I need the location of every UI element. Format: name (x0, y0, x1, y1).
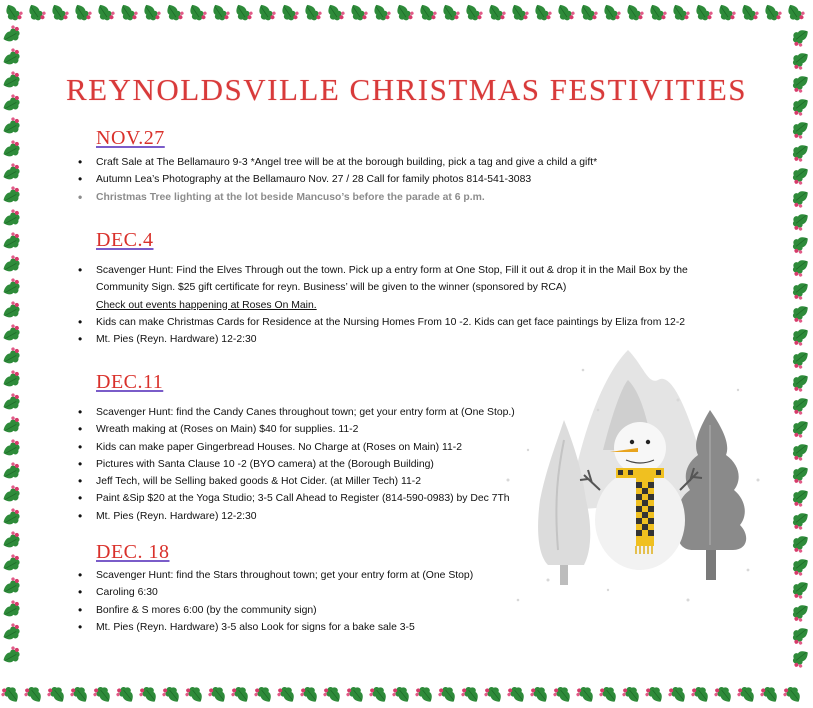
holly-leaf-icon (390, 683, 412, 706)
holly-leaf-icon (574, 683, 596, 706)
holly-leaf-icon (0, 346, 22, 366)
holly-leaf-icon (528, 683, 550, 706)
holly-leaf-icon (0, 47, 22, 67)
holly-leaf-icon (789, 510, 812, 532)
list-item: • Jeff Tech, will be Selling baked goods & Hot Cider. (at Miller Tech) 11-2 (78, 473, 515, 490)
list-item: • Mt. Pies (Reyn. Hardware) 12-2:30 (78, 331, 688, 348)
holly-leaf-icon (578, 1, 599, 24)
holly-leaf-icon (789, 464, 812, 486)
holly-leaf-icon (0, 162, 22, 182)
holly-leaf-icon (252, 683, 274, 706)
holly-leaf-icon (716, 1, 737, 24)
holly-leaf-icon (141, 1, 162, 24)
holly-leaf-icon (789, 211, 812, 233)
holly-leaf-icon (0, 438, 22, 458)
holly-leaf-icon (0, 576, 22, 596)
holly-leaf-icon (68, 683, 90, 706)
holly-leaf-icon (91, 683, 113, 706)
holly-leaf-icon (785, 1, 806, 24)
holly-leaf-icon (0, 461, 22, 481)
holly-leaf-icon (298, 683, 320, 706)
holly-leaf-icon (789, 441, 812, 463)
holly-leaf-icon (0, 507, 22, 527)
holly-leaf-icon (413, 683, 435, 706)
list-item: • Bonfire & S mores 6:00 (by the community sign) (78, 602, 473, 619)
holly-leaf-icon (275, 683, 297, 706)
dec18-list (78, 567, 473, 636)
holly-leaf-icon (758, 683, 780, 706)
holly-leaf-icon (118, 1, 139, 24)
holly-leaf-icon (551, 683, 573, 706)
holly-leaf-icon (256, 1, 277, 24)
holly-leaf-icon (3, 1, 24, 24)
holly-leaf-icon (344, 683, 366, 706)
holly-leaf-icon (279, 1, 300, 24)
list-item: • Scavenger Hunt: find the Candy Canes throughout town; get your entry form at (One Stop.) (78, 404, 515, 421)
list-item: • Mt. Pies (Reyn. Hardware) 12-2:30 (78, 508, 515, 525)
holly-leaf-icon (781, 683, 803, 706)
holly-leaf-icon (789, 303, 812, 325)
holly-leaf-icon (739, 1, 760, 24)
holly-leaf-icon (789, 234, 812, 256)
page-title: REYNOLDSVILLE CHRISTMAS FESTIVITIES (65, 72, 748, 107)
holly-leaf-icon (459, 683, 481, 706)
holly-leaf-icon (789, 418, 812, 440)
holly-leaf-icon (417, 1, 438, 24)
holly-leaf-icon (206, 683, 228, 706)
list-item: • Kids can make Christmas Cards for Residence at the Nursing Homes From 10 -2. Kids can get face paintings by Eliza from 12-2 (78, 314, 688, 331)
holly-leaf-icon (0, 185, 22, 205)
holly-leaf-icon (789, 50, 812, 72)
list-item: • Kids can make paper Gingerbread Houses. No Charge at (Roses on Main) 11-2 (78, 439, 515, 456)
nov27-list (78, 154, 597, 206)
list-item: • Caroling 6:30 (78, 584, 473, 601)
holly-leaf-icon (601, 1, 622, 24)
holly-leaf-icon (789, 533, 812, 555)
holly-leaf-icon (0, 392, 22, 412)
holly-leaf-icon (49, 1, 70, 24)
holly-leaf-icon (647, 1, 668, 24)
holly-leaf-icon (0, 553, 22, 573)
holly-leaf-icon (789, 648, 812, 670)
holly-leaf-icon (624, 1, 645, 24)
list-item-text: Scavenger Hunt: Find the Elves Through out the town. Pick up a entry form at One Stop, Fill it out & drop it in the Mail Box by the (96, 265, 688, 276)
holly-leaf-icon (712, 683, 734, 706)
holly-leaf-icon (486, 1, 507, 24)
holly-leaf-icon (321, 683, 343, 706)
holly-leaf-icon (0, 683, 21, 706)
holly-leaf-icon (789, 326, 812, 348)
holly-leaf-icon (0, 599, 22, 619)
holly-leaf-icon (325, 1, 346, 24)
holly-leaf-icon (0, 300, 22, 320)
roses-on-main-link[interactable]: Check out events happening at Roses On Main. (96, 299, 317, 311)
holly-leaf-icon (505, 683, 527, 706)
holly-leaf-icon (689, 683, 711, 706)
holly-leaf-icon (22, 683, 44, 706)
holly-leaf-icon (482, 683, 504, 706)
holly-leaf-icon (463, 1, 484, 24)
holly-leaf-icon (302, 1, 323, 24)
holly-leaf-icon (45, 683, 67, 706)
holly-leaf-icon (95, 1, 116, 24)
list-item: • Paint &Sip $20 at the Yoga Studio; 3-5 Call Ahead to Register (814-590-0983) by Dec 7Th (78, 490, 515, 507)
holly-leaf-icon (394, 1, 415, 24)
holly-leaf-icon (0, 323, 22, 343)
list-item: • Craft Sale at The Bellamauro 9-3 *Angel tree will be at the borough building, pick a tag and give a child a gift* (78, 154, 597, 171)
holly-leaf-icon (0, 622, 22, 642)
holly-leaf-icon (0, 369, 22, 389)
holly-leaf-icon (789, 349, 812, 371)
holly-leaf-icon (666, 683, 688, 706)
holly-leaf-icon (137, 683, 159, 706)
snowman-scene (488, 330, 778, 630)
holly-leaf-icon (789, 556, 812, 578)
holly-leaf-icon (0, 530, 22, 550)
holly-leaf-icon (643, 683, 665, 706)
date-heading-dec18: DEC. 18 (96, 541, 170, 563)
list-item-continuation: Community Sign. $25 gift certificate for reyn. Business’ will be given to the winner (sponsored by RCA) (96, 282, 567, 294)
date-heading-dec4: DEC.4 (96, 229, 154, 251)
holly-leaf-icon (735, 683, 757, 706)
holly-leaf-icon (597, 683, 619, 706)
holly-leaf-icon (0, 645, 22, 665)
holly-leaf-icon (164, 1, 185, 24)
holly-leaf-icon (0, 208, 22, 228)
holly-leaf-icon (229, 683, 251, 706)
holly-leaf-icon (789, 280, 812, 302)
date-heading-nov27: NOV.27 (96, 127, 165, 149)
holly-leaf-icon (436, 683, 458, 706)
holly-leaf-icon (789, 625, 812, 647)
holly-leaf-icon (789, 188, 812, 210)
holly-leaf-icon (367, 683, 389, 706)
holly-leaf-icon (114, 683, 136, 706)
holly-leaf-icon (0, 231, 22, 251)
holly-leaf-icon (789, 395, 812, 417)
holly-leaf-icon (210, 1, 231, 24)
holly-leaf-icon (532, 1, 553, 24)
holly-leaf-icon (789, 142, 812, 164)
holly-leaf-icon (348, 1, 369, 24)
holly-leaf-icon (670, 1, 691, 24)
list-item: • Mt. Pies (Reyn. Hardware) 3-5 also Look for signs for a bake sale 3-5 (78, 619, 473, 636)
holly-leaf-icon (693, 1, 714, 24)
holly-leaf-icon (789, 119, 812, 141)
holly-leaf-icon (789, 165, 812, 187)
list-item: • Wreath making at (Roses on Main) $40 for supplies. 11-2 (78, 421, 515, 438)
list-item (78, 262, 688, 314)
holly-leaf-icon (0, 139, 22, 159)
holly-leaf-icon (509, 1, 530, 24)
holly-leaf-icon (555, 1, 576, 24)
holly-leaf-icon (0, 254, 22, 274)
holly-leaf-icon (0, 484, 22, 504)
holly-leaf-icon (26, 1, 47, 24)
holly-leaf-icon (440, 1, 461, 24)
holly-leaf-icon (0, 24, 22, 44)
holly-leaf-icon (789, 27, 812, 49)
holly-leaf-icon (789, 602, 812, 624)
holly-leaf-icon (0, 415, 22, 435)
holly-leaf-icon (187, 1, 208, 24)
holly-leaf-icon (789, 257, 812, 279)
list-item: • Christmas Tree lighting at the lot beside Mancuso’s before the parade at 6 p.m. (78, 189, 597, 206)
dec11-list (78, 404, 515, 525)
holly-leaf-icon (762, 1, 783, 24)
holly-leaf-icon (789, 372, 812, 394)
holly-leaf-icon (0, 116, 22, 136)
list-item: • Pictures with Santa Clause 10 -2 (BYO camera) at the (Borough Building) (78, 456, 515, 473)
holly-leaf-icon (72, 1, 93, 24)
date-heading-dec11: DEC.11 (96, 371, 164, 393)
list-item: • Autumn Lea’s Photography at the Bellamauro Nov. 27 / 28 Call for family photos 814-541-3083 (78, 171, 597, 188)
holly-leaf-icon (789, 579, 812, 601)
list-item: • Scavenger Hunt: find the Stars throughout town; get your entry form at (One Stop) (78, 567, 473, 584)
holly-leaf-icon (0, 277, 22, 297)
holly-leaf-icon (789, 487, 812, 509)
holly-leaf-icon (620, 683, 642, 706)
holly-leaf-icon (371, 1, 392, 24)
holly-leaf-icon (233, 1, 254, 24)
holly-leaf-icon (183, 683, 205, 706)
holly-leaf-icon (160, 683, 182, 706)
